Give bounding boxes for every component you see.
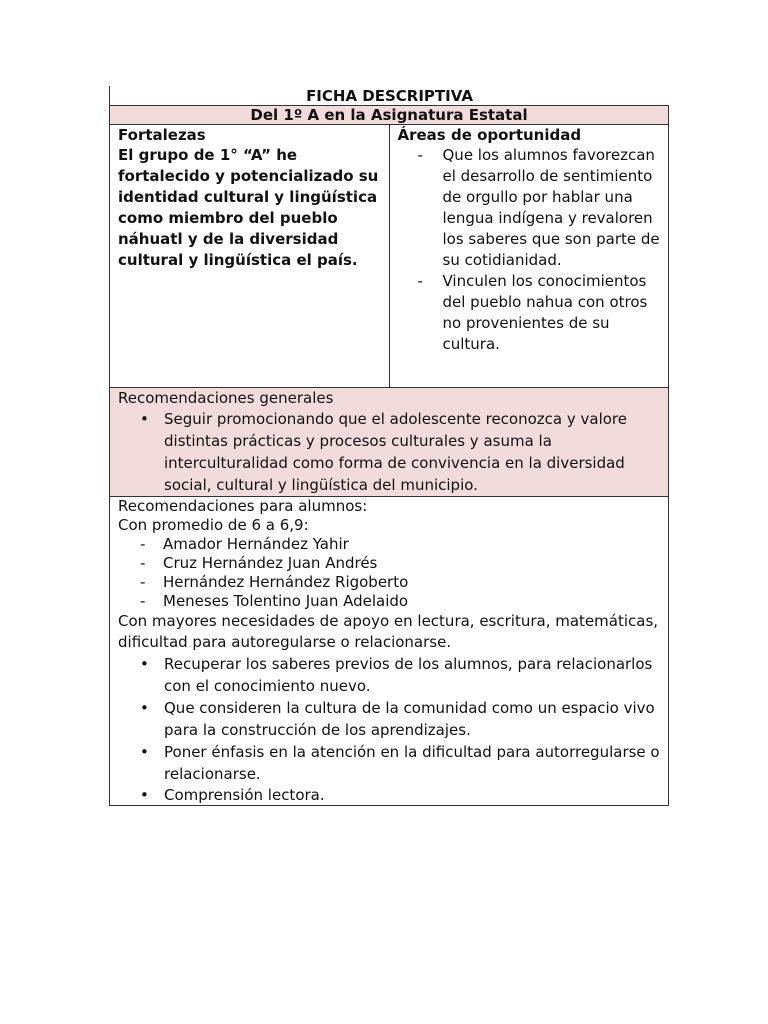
document-title: FICHA DESCRIPTIVA xyxy=(109,86,669,105)
student-recommendations-cell xyxy=(110,497,669,806)
list-item xyxy=(118,535,660,554)
bullet-marker: • xyxy=(140,743,149,761)
opportunities-cell xyxy=(389,125,669,388)
dash-marker: - xyxy=(417,146,423,164)
list-item xyxy=(118,592,660,611)
bullet-marker: • xyxy=(140,786,149,804)
dash-marker: - xyxy=(417,272,423,290)
strengths-heading: Fortalezas xyxy=(118,126,206,144)
dash-marker: - xyxy=(140,535,146,553)
student-name: Cruz Hernández Juan Andrés xyxy=(163,554,378,572)
needs-label: Con mayores necesidades de apoyo en lectura, escritura, matemáticas, dificultad para autoregularse o relacionarse. xyxy=(118,612,659,651)
student-recommendations-heading: Recomendaciones para alumnos: xyxy=(118,497,368,515)
general-recommendations-list xyxy=(118,408,660,496)
list-item xyxy=(118,573,660,592)
bullet-marker: • xyxy=(140,699,149,717)
descriptive-sheet xyxy=(109,86,669,806)
opportunities-list xyxy=(398,145,661,355)
strengths-text: El grupo de 1° “A” he fortalecido y potencializado su identidad cultural y lingüística como miembro del pueblo náhuatl y de la diversidad cultural y lingüística el país. xyxy=(118,146,379,269)
students-list xyxy=(118,535,660,611)
dash-marker: - xyxy=(140,573,146,591)
strengths-cell xyxy=(110,125,390,388)
general-recommendations-cell xyxy=(110,388,669,497)
list-item: • Que consideren la cultura de la comunidad como un espacio vivo para la construcción de los aprendizajes. xyxy=(140,699,655,739)
dash-marker: - xyxy=(140,592,146,610)
actions-list xyxy=(118,653,660,805)
average-label: Con promedio de 6 a 6,9: xyxy=(118,516,309,534)
document-subtitle: Del 1º A en la Asignatura Estatal xyxy=(110,106,669,125)
descriptive-table xyxy=(109,105,669,806)
list-item xyxy=(118,554,660,573)
list-item: - Que los alumnos favorezcan el desarrollo de sentimiento de orgullo por hablar una lengua indígena y revaloren los saberes que son parte de su cotidianidad. xyxy=(417,146,660,269)
student-name: Meneses Tolentino Juan Adelaido xyxy=(163,592,409,610)
bullet-marker: • xyxy=(140,655,149,673)
list-item: - Vinculen los conocimientos del pueblo nahua con otros no provenientes de su cultura. xyxy=(417,272,648,353)
list-item: • Seguir promocionando que el adolescente reconozca y valore distintas prácticas y procesos culturales y asuma la interculturalidad como forma de convivencia en la diversidad social, cultural y lingüística del municipio. xyxy=(140,410,628,494)
student-name: Amador Hernández Yahir xyxy=(163,535,349,553)
list-item: • Recuperar los saberes previos de los alumnos, para relacionarlos con el conocimiento nuevo. xyxy=(140,655,653,695)
general-recommendations-heading: Recomendaciones generales xyxy=(118,389,334,407)
list-item: • Poner énfasis en la atención en la dificultad para autorregularse o relacionarse. xyxy=(140,743,660,783)
dash-marker: - xyxy=(140,554,146,572)
opportunities-heading: Áreas de oportunidad xyxy=(397,126,582,144)
bullet-marker: • xyxy=(140,410,149,428)
student-name: Hernández Hernández Rigoberto xyxy=(163,573,409,591)
list-item: • Comprensión lectora. xyxy=(140,786,325,804)
